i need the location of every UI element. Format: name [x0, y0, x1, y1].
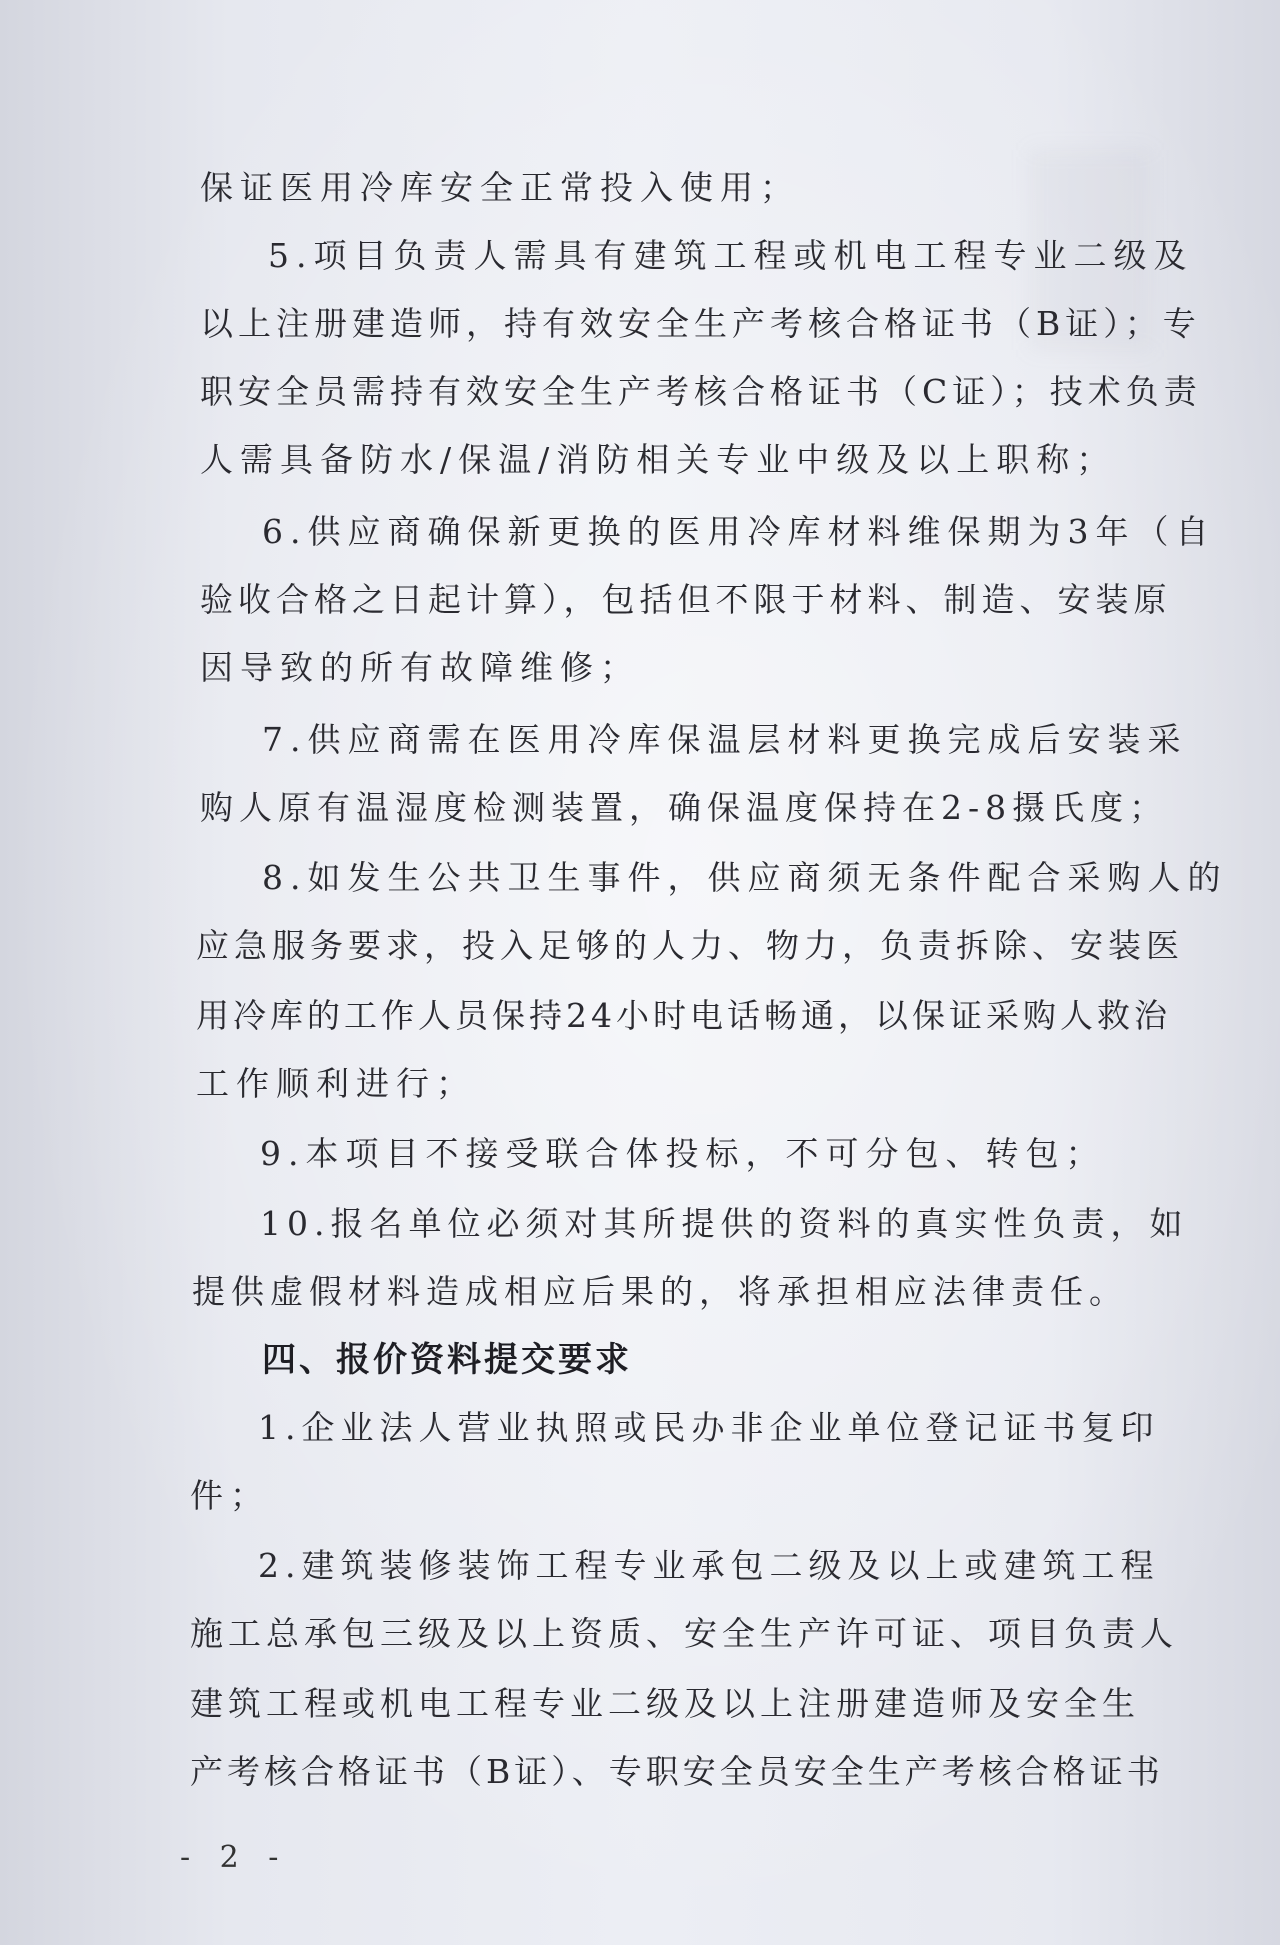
text-line: 以上注册建造师，持有效安全生产考核合格证书（B证）；专	[200, 304, 1201, 343]
text-line: 6.供应商确保新更换的医用冷库材料维保期为3年（自	[262, 512, 1216, 551]
text-line: 2.建筑装修装饰工程专业承包二级及以上或建筑工程	[258, 1546, 1160, 1585]
text-line: 产考核合格证书（B证）、专职安全员安全生产考核合格证书	[190, 1752, 1164, 1791]
text-line: 1.企业法人营业执照或民办非企业单位登记证书复印	[258, 1408, 1160, 1447]
text-line: 人需具备防水/保温/消防相关专业中级及以上职称；	[200, 440, 1117, 479]
page-number: - 2 -	[180, 1840, 289, 1875]
text-line: 施工总承包三级及以上资质、安全生产许可证、项目负责人	[190, 1614, 1178, 1653]
text-line: 5.项目负责人需具有建筑工程或机电工程专业二级及	[268, 236, 1194, 275]
text-line: 建筑工程或机电工程专业二级及以上注册建造师及安全生	[190, 1684, 1140, 1723]
text-line: 7.供应商需在医用冷库保温层材料更换完成后安装采	[262, 720, 1188, 759]
section-heading: 四、报价资料提交要求	[262, 1340, 632, 1380]
text-line: 件；	[190, 1476, 270, 1515]
text-line: 用冷库的工作人员保持24小时电话畅通，以保证采购人救治	[196, 996, 1171, 1035]
text-line: 10.报名单位必须对其所提供的资料的真实性负责，如	[260, 1204, 1189, 1243]
text-line: 工作顺利进行；	[196, 1064, 476, 1103]
text-line: 应急服务要求，投入足够的人力、物力，负责拆除、安装医	[196, 926, 1184, 965]
text-line: 职安全员需持有效安全生产考核合格证书（C证）；技术负责	[200, 372, 1202, 411]
text-line: 因导致的所有故障维修；	[200, 648, 640, 687]
text-line: 购人原有温湿度检测装置，确保温度保持在2-8摄氏度；	[200, 788, 1169, 827]
text-line: 提供虚假材料造成相应后果的，将承担相应法律责任。	[192, 1272, 1128, 1311]
text-line: 8.如发生公共卫生事件，供应商须无条件配合采购人的	[262, 858, 1228, 897]
text-line: 9.本项目不接受联合体投标，不可分包、转包；	[260, 1134, 1106, 1173]
text-line: 验收合格之日起计算），包括但不限于材料、制造、安装原	[200, 580, 1172, 619]
text-line: 保证医用冷库安全正常投入使用；	[200, 168, 800, 207]
